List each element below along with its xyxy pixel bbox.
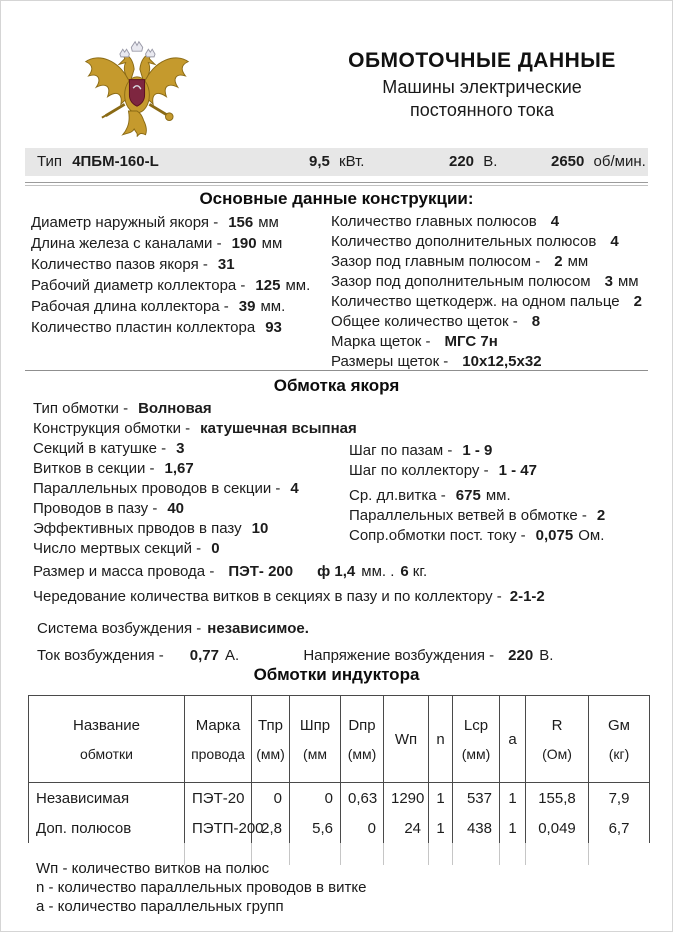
construction-left-column (31, 212, 310, 338)
spec-label: Количество пазов якоря - (31, 256, 208, 273)
spec-value: 2 (554, 253, 563, 270)
spec-row (331, 332, 642, 352)
voltage-group (443, 153, 497, 170)
type-label: Тип (37, 153, 63, 170)
table-cell: 0 (290, 783, 341, 814)
section-divider (25, 370, 648, 371)
spec-value: 8 (531, 313, 541, 330)
spec-value: 675 (455, 487, 481, 504)
spec-value: 0,075 (535, 527, 574, 544)
spec-label: Система возбуждения - (37, 620, 202, 637)
spec-row (33, 419, 545, 439)
table-cell: 1 (429, 783, 453, 814)
double-headed-eagle-icon (81, 39, 193, 145)
spec-value: 0 (211, 540, 220, 557)
spec-value: 3 (176, 440, 185, 457)
spec-label: Эффективных прводов в пазу (33, 520, 242, 537)
spec-unit: мм. (285, 277, 311, 294)
spec-value: 3 (604, 273, 613, 290)
spec-value: 2 (633, 293, 642, 310)
spec-row (331, 312, 642, 332)
spec-label: Рабочая длина коллектора - (31, 298, 229, 315)
spec-label: Количество щеткодерж. на одном пальце (331, 293, 620, 310)
spec-value: 10 (251, 520, 269, 537)
table-cell: ПЭТП-200 (185, 813, 252, 843)
table-cell: Доп. полюсов (29, 813, 185, 843)
spec-row (31, 212, 310, 233)
wire-mass-value: 6 (400, 563, 409, 580)
wire-grade-value: ПЭТ- 200 (228, 563, 294, 580)
wire-diameter-value: ф 1,4 (317, 563, 356, 580)
table-cell: 155,8 (526, 783, 589, 814)
power-value: 9,5 (309, 153, 330, 170)
spec-unit: Ом. (578, 527, 605, 544)
footnote-line: а - количество параллельных групп (36, 898, 284, 915)
column-header: Название обмотки (29, 696, 185, 783)
spec-row (349, 441, 605, 461)
spec-unit: мм. (260, 298, 286, 315)
spec-label: Количество главных полюсов (331, 213, 537, 230)
spec-row (331, 292, 642, 312)
table-cell: 0,049 (526, 813, 589, 843)
spec-label: Зазор под дополнительным полюсом (331, 273, 591, 290)
spec-label: Ср. дл.витка - (349, 487, 446, 504)
voltage-unit: В. (483, 153, 498, 170)
russian-coat-of-arms-emblem (81, 39, 193, 150)
spec-row (331, 352, 642, 372)
section-heading-inductor: Обмотки индуктора (253, 665, 420, 684)
table-cell: 5,6 (290, 813, 341, 843)
spec-unit: мм (258, 214, 279, 231)
spec-row (331, 232, 642, 252)
column-header: Тпр (мм) (252, 696, 290, 783)
spec-label: Параллельных ветвей в обмотке - (349, 507, 587, 524)
spec-row (31, 296, 310, 317)
spec-row (31, 275, 310, 296)
table-cell: 24 (384, 813, 429, 843)
table-footnotes (36, 859, 366, 916)
column-header: Lср (мм) (453, 696, 500, 783)
column-header: Марка провода (185, 696, 252, 783)
table-cell: 7,9 (589, 783, 650, 814)
spec-label: Конструкция обмотки - (33, 420, 191, 437)
spec-label: Общее количество щеток - (331, 313, 518, 330)
spec-value: независимое. (207, 620, 309, 637)
page-subtitle-2: постоянного тока (410, 100, 554, 120)
spec-row (349, 486, 605, 506)
spec-row (349, 461, 605, 481)
spec-label: Зазор под главным полюсом - (331, 253, 541, 270)
spec-label: Витков в секции - (33, 460, 155, 477)
speed-group (545, 153, 646, 170)
spec-value: 220 (508, 647, 534, 664)
spec-row (31, 254, 310, 275)
spec-value: 4 (550, 213, 560, 230)
spec-value: 1,67 (164, 460, 194, 477)
column-header: n (429, 696, 453, 783)
power-unit: кВт. (339, 153, 365, 170)
section-heading-armature: Обмотка якоря (273, 376, 400, 395)
table-cell: 1290 (384, 783, 429, 814)
spec-value: Волновая (138, 400, 212, 417)
table-cell: 1 (500, 783, 526, 814)
spec-row (349, 526, 605, 546)
wire-size-mass-row (33, 562, 545, 582)
spec-row (33, 399, 545, 419)
spec-row (331, 272, 642, 292)
table-cell: Независимая (29, 783, 185, 814)
excitation-values-row (37, 646, 553, 666)
inductor-windings-table (28, 695, 650, 865)
spec-label: Сопр.обмотки пост. току - (349, 527, 526, 544)
wire-diameter-unit: мм. . (361, 563, 395, 580)
power-group (303, 153, 364, 170)
spec-row (349, 506, 605, 526)
spec-row (31, 317, 310, 338)
page-subtitle-1: Машины электрические (382, 77, 582, 97)
page-title: ОБМОТОЧНЫЕ ДАННЫЕ (348, 49, 616, 72)
column-header: Wп (384, 696, 429, 783)
table-cell: 0,63 (341, 783, 384, 814)
spec-value: МГС 7н (444, 333, 498, 350)
spec-label: Напряжение возбуждения - (303, 647, 495, 664)
column-header: R (Ом) (526, 696, 589, 783)
spec-value: 39 (238, 298, 256, 315)
spec-unit: А. (224, 647, 240, 664)
table-cell: 438 (453, 813, 500, 843)
spec-label: Количество пластин коллектора (31, 319, 256, 336)
column-header: Шпр (мм (290, 696, 341, 783)
turns-alternation-row (33, 587, 545, 607)
table-cell: 1 (429, 813, 453, 843)
spec-label: Ток возбуждения - (37, 647, 164, 664)
spec-unit: мм (617, 273, 639, 290)
spec-value: катушечная всыпная (200, 420, 357, 437)
spec-value: 40 (167, 500, 185, 517)
table-cell: ПЭТ-20 (185, 783, 252, 814)
spec-label: Шаг по коллектору - (349, 462, 489, 479)
excitation-voltage-group (303, 647, 553, 664)
spec-value: 1 - 9 (462, 442, 493, 459)
table-row (29, 783, 650, 814)
double-rule-divider (25, 182, 648, 186)
table-cell: 537 (453, 783, 500, 814)
spec-value: 156 (228, 214, 254, 231)
spec-label: Шаг по пазам - (349, 442, 453, 459)
spec-value: 0,77 (189, 647, 219, 664)
spec-label: Марка щеток - (331, 333, 431, 350)
spec-label: Секций в катушке - (33, 440, 167, 457)
spec-label: Диаметр наружный якоря - (31, 214, 219, 231)
spec-label: Количество дополнительных полюсов (331, 233, 597, 250)
section-heading-construction: Основные данные конструкции: (199, 189, 474, 208)
speed-value: 2650 (551, 153, 585, 170)
spec-label: Размеры щеток - (331, 353, 449, 370)
document-title-block (329, 49, 635, 121)
type-model: 4ПБМ-160-L (72, 153, 159, 170)
spec-row (331, 212, 642, 232)
excitation-current-group (37, 647, 243, 664)
excitation-block (37, 619, 553, 666)
spec-value: 1 - 47 (498, 462, 537, 479)
column-header: Gм (кг) (589, 696, 650, 783)
spec-label: Чередование количества витков в секциях в пазу и по коллектору - (33, 588, 502, 605)
spec-value: 125 (255, 277, 281, 294)
spec-label: Параллельных проводов в секции - (33, 480, 281, 497)
spec-row (331, 252, 642, 272)
spec-value: 10х12,5х32 (462, 353, 542, 370)
excitation-system-row (37, 619, 553, 639)
table-row (29, 813, 650, 843)
wire-mass-unit: кг. (412, 563, 428, 580)
machine-type-bar (25, 148, 648, 176)
spec-label: Рабочий диаметр коллектора - (31, 277, 246, 294)
spec-label: Размер и масса провода - (33, 563, 215, 580)
spec-unit: мм. (485, 487, 511, 504)
spec-label: Проводов в пазу - (33, 500, 158, 517)
type-group (37, 153, 159, 170)
spec-unit: мм (567, 253, 589, 270)
table-cell: 1 (500, 813, 526, 843)
spec-value: 190 (231, 235, 257, 252)
spec-value: 4 (290, 480, 299, 497)
spec-unit: мм (261, 235, 283, 252)
spec-label: Длина железа с каналами - (31, 235, 222, 252)
spec-value: 4 (610, 233, 619, 250)
column-header: Dпр (мм) (341, 696, 384, 783)
spec-value: 31 (217, 256, 235, 273)
voltage-value: 220 (449, 153, 475, 170)
column-header: а (500, 696, 526, 783)
footnote-line: Wп - количество витков на полюс (36, 860, 270, 877)
table-cell: 6,7 (589, 813, 650, 843)
table-cell: 2,8 (252, 813, 290, 843)
spec-value: 2 (596, 507, 606, 524)
spec-row (31, 233, 310, 254)
armature-right-column (349, 441, 605, 546)
footnote-line: n - количество параллельных проводов в витке (36, 879, 367, 896)
spec-label: Тип обмотки - (33, 400, 129, 417)
spec-value: 93 (265, 319, 282, 336)
spec-value: 2-1-2 (509, 588, 545, 605)
construction-right-column (331, 212, 642, 372)
table-cell: 0 (252, 783, 290, 814)
spec-label: Число мертвых секций - (33, 540, 202, 557)
speed-unit: об/мин. (593, 153, 646, 170)
table-header-row (29, 696, 650, 783)
spec-unit: В. (539, 647, 554, 664)
table-cell: 0 (341, 813, 384, 843)
